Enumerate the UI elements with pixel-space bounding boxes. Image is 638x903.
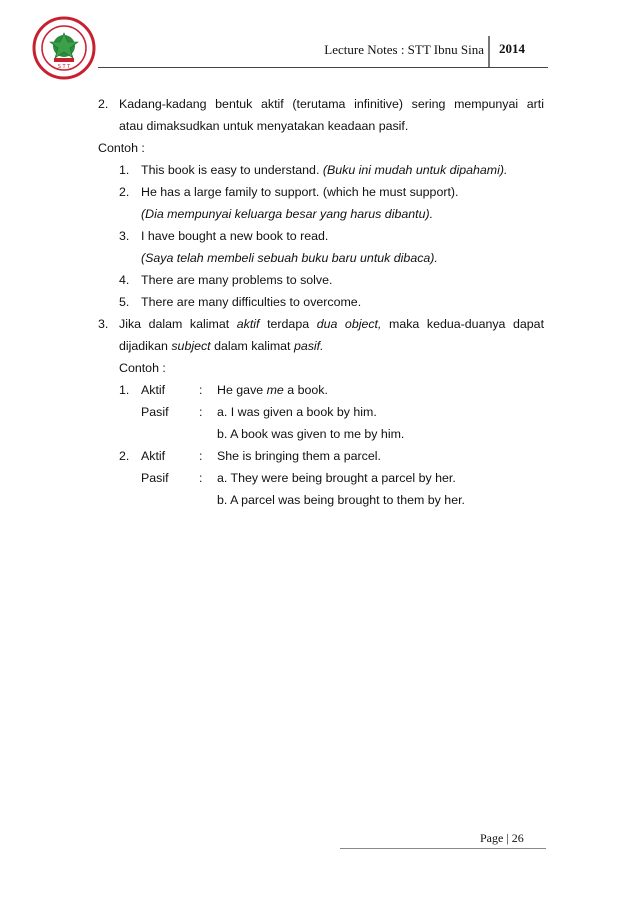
example-number: 5. xyxy=(119,295,130,309)
row-label: Aktif xyxy=(141,383,166,397)
header-title: Lecture Notes : STT Ibnu Sina xyxy=(324,42,484,57)
item2-line2: atau dimaksudkan untuk menyatakan keadaan pasif. xyxy=(119,119,409,133)
college-logo xyxy=(32,16,96,80)
row-number: 1. xyxy=(119,383,130,397)
example-5: There are many difficulties to overcome. xyxy=(141,295,362,309)
example-3: I have bought a new book to read. xyxy=(141,229,329,243)
contoh-label: Contoh : xyxy=(119,361,166,375)
row-colon: : xyxy=(199,449,203,463)
row-text: b. A parcel was being brought to them by her. xyxy=(217,493,465,507)
example-number: 4. xyxy=(119,273,130,287)
header-year: 2014 xyxy=(499,41,525,56)
footer-rule xyxy=(340,848,546,849)
row-label: Pasif xyxy=(141,405,169,419)
svg-text:S T T: S T T xyxy=(57,64,71,70)
row-label: Aktif xyxy=(141,449,166,463)
example-2: He has a large family to support. (which he must support). xyxy=(141,185,459,199)
example-3-translation: (Saya telah membeli sebuah buku baru untuk dibaca). xyxy=(141,251,438,265)
contoh-label: Contoh : xyxy=(98,141,145,155)
header-divider xyxy=(488,36,490,68)
item2-line1: Kadang-kadang bentuk aktif (terutama infinitive) sering mempunyai arti xyxy=(119,97,544,111)
row-colon: : xyxy=(199,405,203,419)
item3-line1: Jika dalam kalimat aktif terdapa dua object, maka kedua-duanya dapat xyxy=(119,317,545,331)
row-number: 2. xyxy=(119,449,130,463)
example-number: 2. xyxy=(119,185,130,199)
row-colon: : xyxy=(199,383,203,397)
row-text: b. A book was given to me by him. xyxy=(217,427,405,441)
example-4: There are many problems to solve. xyxy=(141,273,333,287)
example-1: This book is easy to understand. (Buku ini mudah untuk dipahami). xyxy=(141,163,508,177)
item-number: 2. xyxy=(98,97,109,111)
row-text: She is bringing them a parcel. xyxy=(217,449,381,463)
row-colon: : xyxy=(199,471,203,485)
row-text: a. They were being brought a parcel by her. xyxy=(217,471,456,485)
row-text: a. I was given a book by him. xyxy=(217,405,377,419)
example-number: 3. xyxy=(119,229,130,243)
item-number: 3. xyxy=(98,317,109,331)
row-label: Pasif xyxy=(141,471,169,485)
example-2-translation: (Dia mempunyai keluarga besar yang harus dibantu). xyxy=(141,207,434,221)
header-rule xyxy=(98,67,548,68)
row-text: He gave me a book. xyxy=(217,383,328,397)
item3-line2: dijadikan subject dalam kalimat pasif. xyxy=(119,339,324,353)
example-number: 1. xyxy=(119,163,130,177)
page-number: Page | 26 xyxy=(480,831,524,845)
